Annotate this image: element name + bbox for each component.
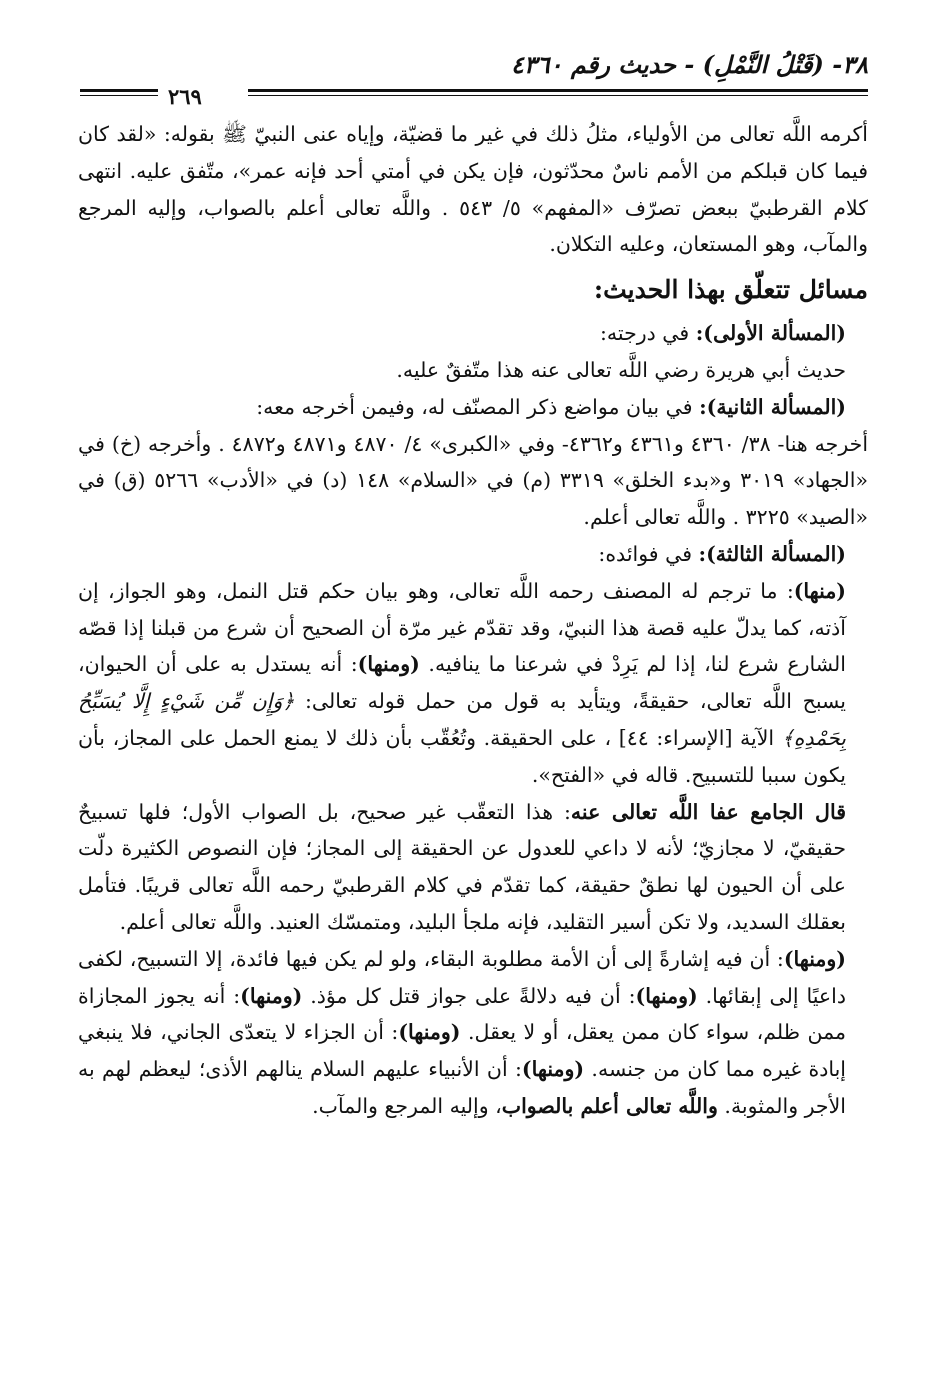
- compiler-text: : هذا التعقّب غير صحيح، بل الصواب الأول؛ فلها تسبيحٌ حقيقيّ، لا مجازيّ؛ لأنه لا داعي للعدول عن الحقيقة إلى المجاز؛ فإن النصوص الكثيرة دلّت على أن الحيون لها نطقٌ حقيقة، كما تقدّم في كلام القرطبيّ رحمه اللَّه تعالى قريبًا. فتأمل بعقلك السديد، ولا تكن أسير التقليد، فإنه ملجأ البليد، ومتمسّك العنيد. واللَّه تعالى أعلم.: [78, 799, 846, 934]
- paragraph: أخرجه هنا- ٣٨/ ٤٣٦٠ و٤٣٦١ و٤٣٦٢- وفي «الكبرى» ٤/ ٤٨٧٠ و٤٨٧١ و٤٨٧٢ . وأخرجه (خ) في «الجهاد» ٣٠١٩ و«بدء الخلق» ٣٣١٩ (م) في «السلام» ١٤٨ (د) في «الأدب» ٥٢٦٦ (ق) في «الصيد» ٣٢٢٥ . واللَّه تعالى أعلم.: [78, 431, 869, 530]
- benefit-marker: (ومنها): [357, 652, 420, 677]
- benefit-text: : أن فيه دلالةً على جواز قتل كل مؤذ.: [302, 983, 636, 1008]
- issue-label: (المسألة الثانية):: [699, 394, 846, 419]
- closing-phrase: واللَّه تعالى أعلم بالصواب: [501, 1093, 718, 1118]
- header-rule: [248, 95, 868, 96]
- issue-title: في فوائده:: [598, 541, 699, 566]
- benefit-text: : أنه يجوز المجازاة ممن ظلم، سواء كان ممن يعقل، أو لا يعقل.: [78, 983, 846, 1045]
- chapter-title: ٣٨- (قَتْلُ النَّمْلِ) - حديث رقم ٤٣٦٠: [511, 50, 868, 79]
- page-header: [78, 40, 868, 109]
- benefit-text: : أن الأنبياء عليهم السلام ينالهم الأذى؛ ليعظم لهم به الأجر والمثوبة.: [78, 1057, 846, 1118]
- issue-title: في بيان مواضع ذكر المصنّف له، وفيمن أخرجه معه:: [256, 394, 700, 419]
- closing-text: ، وإليه المرجع والمآب.: [312, 1093, 502, 1118]
- paragraph: أكرمه اللَّه تعالى من الأولياء، مثلُ ذلك في غير ما قضيّة، وإياه عنى النبيّ ﷺ بقوله: «لقد كان فيما كان قبلكم من الأمم ناسٌ محدّثون، فإن يكن في أمتي أحد فإنه عمر»، متّفق عليه. انتهى كلام القرطبيّ ببعض تصرّف «المفهم» ٥/ ٥٤٣ . واللَّه تعالى أعلم بالصواب، وإليه المرجع والمآب، وهو المستعان، وعليه التكلان.: [78, 122, 868, 257]
- page-number: ٢٦٩: [168, 84, 202, 109]
- benefit-marker: (ومنها): [521, 1057, 585, 1082]
- issue-label: (المسألة الأولى):: [695, 321, 846, 346]
- issue-title: في درجته:: [599, 321, 696, 346]
- issue-1-title: [78, 315, 868, 352]
- benefit-text: : أن الجزاء لا يتعدّى الجاني، فلا ينبغي إبادة غيره مما كان من جنسه.: [78, 1020, 847, 1082]
- benefit-marker: (ومنها): [240, 983, 303, 1008]
- header-rule: [80, 95, 158, 96]
- benefit-text: الآية [الإسراء: ٤٤] ، على الحقيقة. وتُعُقّب بأن ذلك لا يمنع الحمل على المجاز، بأن يكون سببا للتسبيح. قاله في «الفتح».: [78, 725, 846, 787]
- benefit-marker: (ومنها): [783, 946, 846, 971]
- page-content: [78, 116, 868, 1125]
- section-heading: مسائل تتعلّق بهذا الحديث:: [593, 275, 868, 305]
- paragraph: حديث أبي هريرة رضي اللَّه تعالى عنه هذا متّفقٌ عليه.: [396, 357, 846, 382]
- header-rule: [248, 89, 868, 92]
- document-page: [78, 40, 868, 1125]
- quran-verse: ﴿وَإِن مِّن شَيْءٍ إِلَّا يُسَبِّحُ بِحَمْدِهِ﴾: [78, 689, 846, 750]
- benefits-paragraph: [78, 573, 868, 794]
- issue-2-title: [78, 389, 868, 426]
- benefit-marker: (ومنها): [635, 983, 698, 1008]
- issue-3-title: [78, 536, 868, 573]
- benefit-text: : ما ترجم له المصنف رحمه اللَّه تعالى، وهو بيان حكم قتل النمل، وهو الجواز، إن آذته، كما يدلّ عليه قصة هذا النبيّ، وقد تقدّم غير مرّة أن الصحيح أن شرع من قبلنا إذا قصّه الشارع شرع لنا، إذا لم يَرِدْ في شرعنا ما ينافيه.: [78, 578, 846, 677]
- benefit-marker: (منها): [793, 578, 846, 603]
- compiler-label: قال الجامع عفا اللَّه تعالى عنه: [570, 799, 846, 824]
- compiler-note: [78, 794, 868, 941]
- benefit-text: : أنه يستدل به على أن الحيوان، يسبح اللَّه تعالى، حقيقةً، ويتأيد به قول من حمل قوله تعالى:: [78, 652, 846, 714]
- header-rule: [80, 89, 158, 92]
- benefit-marker: (ومنها): [398, 1020, 461, 1045]
- benefit-text: : أن فيه إشارةً إلى أن الأمة مطلوبة البقاء، ولو لم يكن فيها فائدة، إلا التسبيح، لكفى داعيًا إلى إبقائها.: [78, 946, 846, 1008]
- issue-label: (المسألة الثالثة):: [698, 541, 846, 566]
- benefits-paragraph: [78, 941, 868, 1125]
